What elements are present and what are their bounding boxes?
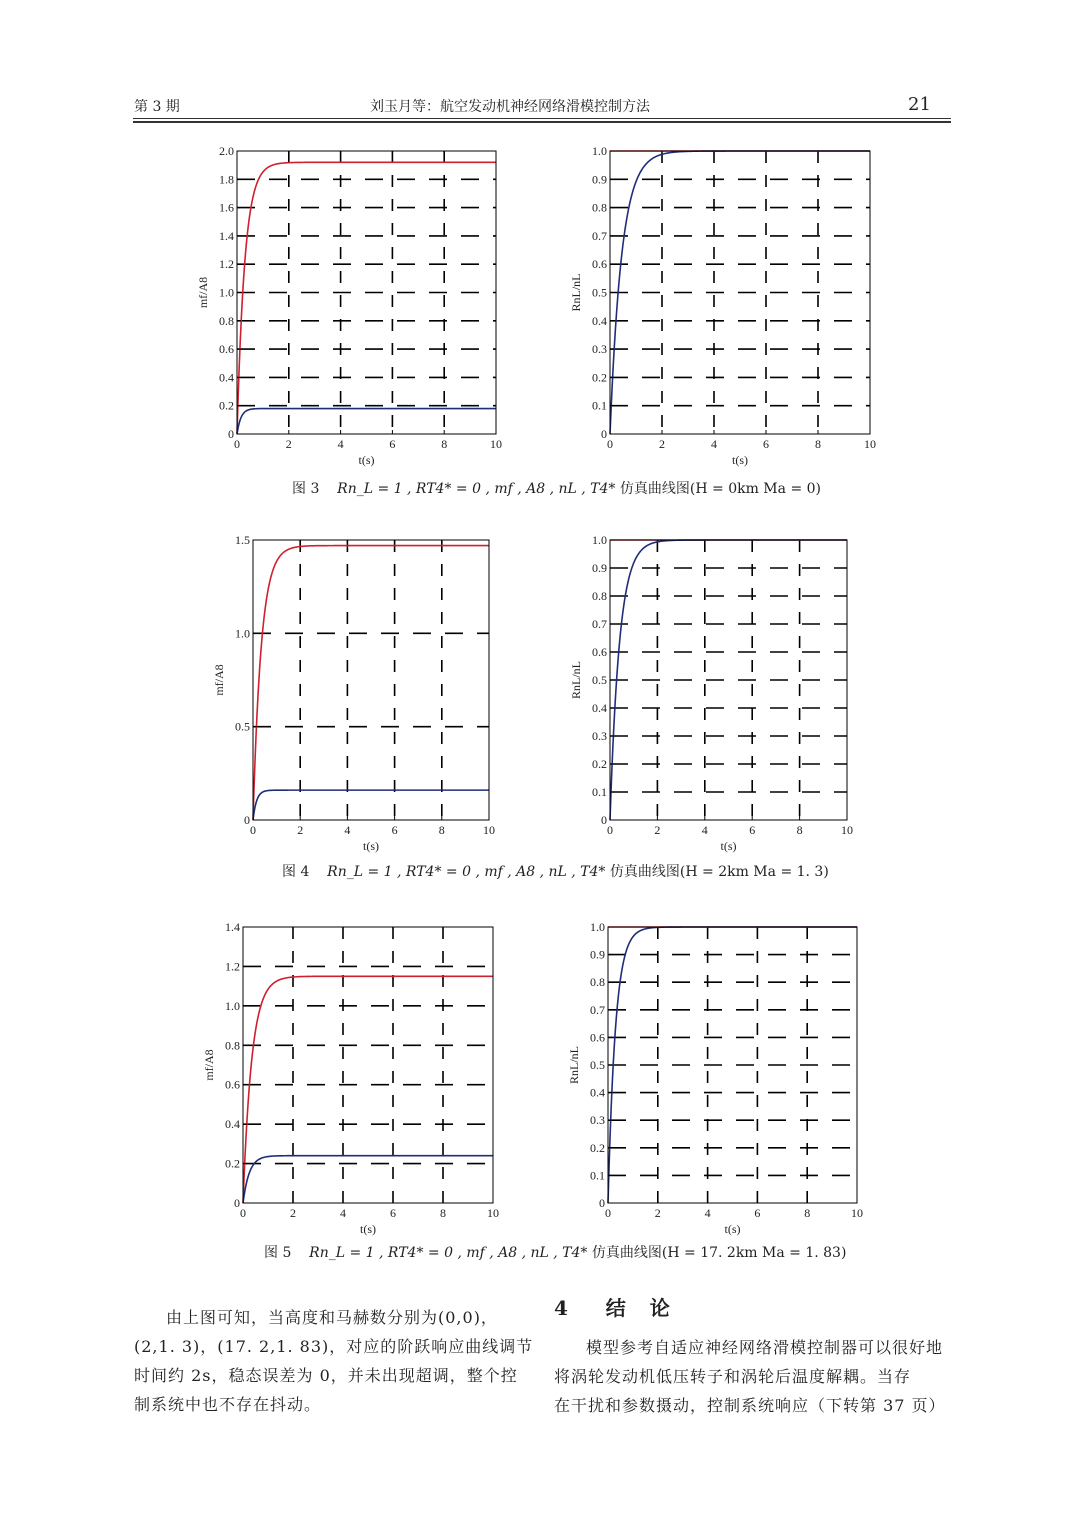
y-tick-label: 1.0 xyxy=(219,285,234,300)
x-tick-label: 2 xyxy=(654,823,661,837)
y-tick-label: 1.4 xyxy=(225,920,240,934)
figure3-rnl-plot xyxy=(570,145,876,472)
x-tick-label: 10 xyxy=(864,437,876,451)
header-rule-bottom xyxy=(133,121,951,123)
y-tick-label: 1.4 xyxy=(219,228,234,243)
figure3-caption xyxy=(292,478,821,498)
header-rule-top xyxy=(133,118,951,119)
right-line-2: 将涡轮发动机低压转子和涡轮后温度解耦。当存 xyxy=(554,1367,912,1386)
right-paragraph xyxy=(554,1333,954,1420)
right-line-3: 在干扰和参数摄动，控制系统响应（下转第 37 页） xyxy=(554,1396,946,1415)
figure5-mf-plot xyxy=(203,921,499,1241)
x-axis-label: t(s) xyxy=(363,839,379,853)
x-tick-label: 8 xyxy=(441,437,448,451)
y-tick-label: 0.5 xyxy=(592,285,607,300)
series-line-1 xyxy=(253,790,489,820)
plot-frame xyxy=(243,927,493,1203)
figure3-label: 图 3 xyxy=(292,481,320,497)
running-title: 刘玉月等：航空发动机神经网络滑模控制方法 xyxy=(370,99,650,115)
y-tick-label: 0.6 xyxy=(592,645,607,659)
x-tick-label: 6 xyxy=(754,1206,761,1220)
y-tick-label: 1.8 xyxy=(219,172,234,187)
y-axis-label: RnL/nL xyxy=(569,661,583,699)
figure5-formula: Rn_L = 1 , RT4* = 0 , mf , A8 , nL , T4* xyxy=(309,1245,592,1261)
x-axis-label: t(s) xyxy=(360,1222,376,1236)
y-tick-label: 0.1 xyxy=(592,398,607,413)
figure5-rnl-plot xyxy=(568,921,863,1241)
y-tick-label: 0 xyxy=(244,813,250,827)
y-tick-label: 0.1 xyxy=(592,785,607,799)
y-tick-label: 1.0 xyxy=(225,998,240,1013)
y-axis-label: RnL/nL xyxy=(569,273,583,312)
x-tick-label: 2 xyxy=(297,823,304,837)
x-tick-label: 8 xyxy=(438,823,445,837)
figure3-formula: Rn_L = 1 , RT4* = 0 , mf , A8 , nL , T4* xyxy=(337,481,620,497)
y-tick-label: 0.5 xyxy=(590,1058,605,1072)
y-tick-label: 1.2 xyxy=(219,257,234,272)
y-tick-label: 0.4 xyxy=(590,1085,605,1100)
left-line-4: 制系统中也不存在抖动。 xyxy=(134,1395,322,1414)
x-tick-label: 8 xyxy=(815,437,821,451)
figure5-label: 图 5 xyxy=(264,1245,292,1261)
x-tick-label: 2 xyxy=(290,1206,296,1220)
y-tick-label: 1.6 xyxy=(219,200,234,215)
x-tick-label: 8 xyxy=(804,1206,811,1220)
y-tick-label: 1.2 xyxy=(225,959,240,974)
x-tick-label: 6 xyxy=(749,823,756,837)
y-tick-label: 0.9 xyxy=(590,947,605,962)
x-tick-label: 2 xyxy=(654,1206,661,1220)
x-axis-label: t(s) xyxy=(358,453,375,467)
x-tick-label: 10 xyxy=(851,1206,863,1220)
y-tick-label: 0.7 xyxy=(590,1002,605,1017)
y-tick-label: 0.2 xyxy=(219,398,234,413)
x-tick-label: 8 xyxy=(796,823,803,837)
y-tick-label: 0.8 xyxy=(225,1038,240,1053)
y-tick-label: 0.6 xyxy=(592,257,607,272)
x-tick-label: 8 xyxy=(440,1206,446,1220)
x-tick-label: 4 xyxy=(337,437,344,451)
y-tick-label: 0.7 xyxy=(592,617,607,631)
x-tick-label: 2 xyxy=(285,437,292,451)
y-tick-label: 0 xyxy=(601,427,607,441)
figure5-caption xyxy=(264,1242,846,1262)
y-tick-label: 0.9 xyxy=(592,172,607,187)
y-tick-label: 0.6 xyxy=(590,1030,605,1045)
series-line-1 xyxy=(237,409,496,434)
x-tick-label: 6 xyxy=(391,823,398,837)
y-tick-label: 1.0 xyxy=(235,626,250,641)
x-tick-label: 0 xyxy=(607,823,613,837)
y-tick-label: 1.0 xyxy=(592,533,607,547)
x-tick-label: 2 xyxy=(659,437,665,451)
figure3-mf-plot xyxy=(197,145,502,472)
y-tick-label: 1.5 xyxy=(235,533,250,547)
x-axis-label: t(s) xyxy=(724,1222,741,1236)
y-tick-label: 0.7 xyxy=(592,228,607,243)
right-line-1: 模型参考自适应神经网络滑模控制器可以很好地 xyxy=(586,1338,944,1357)
page-number: 21 xyxy=(908,94,931,115)
x-tick-label: 6 xyxy=(763,437,769,451)
issue-number: 第 3 期 xyxy=(134,99,180,115)
x-tick-label: 0 xyxy=(234,437,240,451)
x-tick-label: 4 xyxy=(711,437,717,451)
x-tick-label: 0 xyxy=(605,1206,611,1220)
x-tick-label: 10 xyxy=(841,823,853,837)
x-tick-label: 0 xyxy=(240,1206,246,1220)
y-tick-label: 0.6 xyxy=(225,1077,240,1092)
y-tick-label: 0.2 xyxy=(592,757,607,771)
y-tick-label: 0.3 xyxy=(590,1113,605,1128)
y-tick-label: 0.9 xyxy=(592,561,607,575)
left-line-1: 由上图可知，当高度和马赫数分别为(0,0)， xyxy=(166,1308,498,1327)
section-title: 结 论 xyxy=(605,1296,672,1320)
y-tick-label: 0.5 xyxy=(235,719,250,734)
y-tick-label: 0.5 xyxy=(592,673,607,687)
x-tick-label: 10 xyxy=(483,823,495,837)
y-tick-label: 1.0 xyxy=(592,144,607,158)
left-paragraph xyxy=(134,1303,534,1419)
y-axis-label: mf/A8 xyxy=(202,1049,216,1081)
section-heading xyxy=(554,1292,672,1321)
y-tick-label: 0.6 xyxy=(219,342,234,357)
series-line-0 xyxy=(253,546,489,820)
y-tick-label: 0.2 xyxy=(590,1140,605,1155)
y-tick-label: 0 xyxy=(228,427,234,441)
y-tick-label: 0.3 xyxy=(592,729,607,743)
x-tick-label: 4 xyxy=(344,823,351,837)
y-axis-label: mf/A8 xyxy=(196,276,210,309)
y-tick-label: 1.0 xyxy=(590,920,605,934)
figure4-caption xyxy=(282,861,829,881)
x-tick-label: 10 xyxy=(487,1206,499,1220)
figure4-rnl-plot xyxy=(570,534,853,858)
x-axis-label: t(s) xyxy=(720,839,737,853)
y-tick-label: 0.8 xyxy=(592,589,607,603)
left-line-2: (2,1. 3)，(17. 2,1. 83)，对应的阶跃响应曲线调节 xyxy=(134,1337,534,1356)
section-number: 4 xyxy=(554,1296,570,1320)
series-line-0 xyxy=(237,162,496,434)
figure4-caption-tail: 仿真曲线图(H = 2km Ma = 1. 3) xyxy=(609,864,829,880)
series-line-0 xyxy=(243,976,493,1203)
figure4-label: 图 4 xyxy=(282,864,310,880)
figure4-mf-plot xyxy=(213,534,495,858)
x-tick-label: 6 xyxy=(389,437,396,451)
y-tick-label: 0.1 xyxy=(590,1168,605,1183)
figure3-caption-tail: 仿真曲线图(H = 0km Ma = 0) xyxy=(619,481,821,497)
x-tick-label: 6 xyxy=(390,1206,396,1220)
y-tick-label: 0.4 xyxy=(592,313,607,328)
y-tick-label: 0.4 xyxy=(592,701,607,715)
x-tick-label: 4 xyxy=(704,1206,711,1220)
y-tick-label: 0 xyxy=(601,813,607,827)
y-tick-label: 0.8 xyxy=(219,313,234,328)
y-tick-label: 0.8 xyxy=(592,200,607,215)
y-tick-label: 0 xyxy=(599,1196,605,1210)
figure4-formula: Rn_L = 1 , RT4* = 0 , mf , A8 , nL , T4* xyxy=(327,864,610,880)
y-tick-label: 0.8 xyxy=(590,975,605,990)
y-tick-label: 0.2 xyxy=(225,1156,240,1171)
figure5-caption-tail: 仿真曲线图(H = 17. 2km Ma = 1. 83) xyxy=(591,1245,847,1261)
plot-frame xyxy=(253,540,489,820)
y-tick-label: 0.4 xyxy=(219,370,234,385)
x-tick-label: 4 xyxy=(701,823,708,837)
x-tick-label: 0 xyxy=(250,823,256,837)
x-axis-label: t(s) xyxy=(732,453,748,467)
y-tick-label: 2.0 xyxy=(219,144,234,158)
y-tick-label: 0 xyxy=(234,1196,240,1210)
x-tick-label: 10 xyxy=(490,437,502,451)
y-tick-label: 0.2 xyxy=(592,370,607,385)
x-tick-label: 4 xyxy=(340,1206,346,1220)
y-axis-label: RnL/nL xyxy=(567,1046,581,1084)
left-line-3: 时间约 2s，稳态误差为 0，并未出现超调，整个控 xyxy=(134,1366,518,1385)
x-tick-label: 0 xyxy=(607,437,613,451)
y-tick-label: 0.4 xyxy=(225,1117,240,1132)
y-axis-label: mf/A8 xyxy=(212,664,226,696)
y-tick-label: 0.3 xyxy=(592,342,607,357)
